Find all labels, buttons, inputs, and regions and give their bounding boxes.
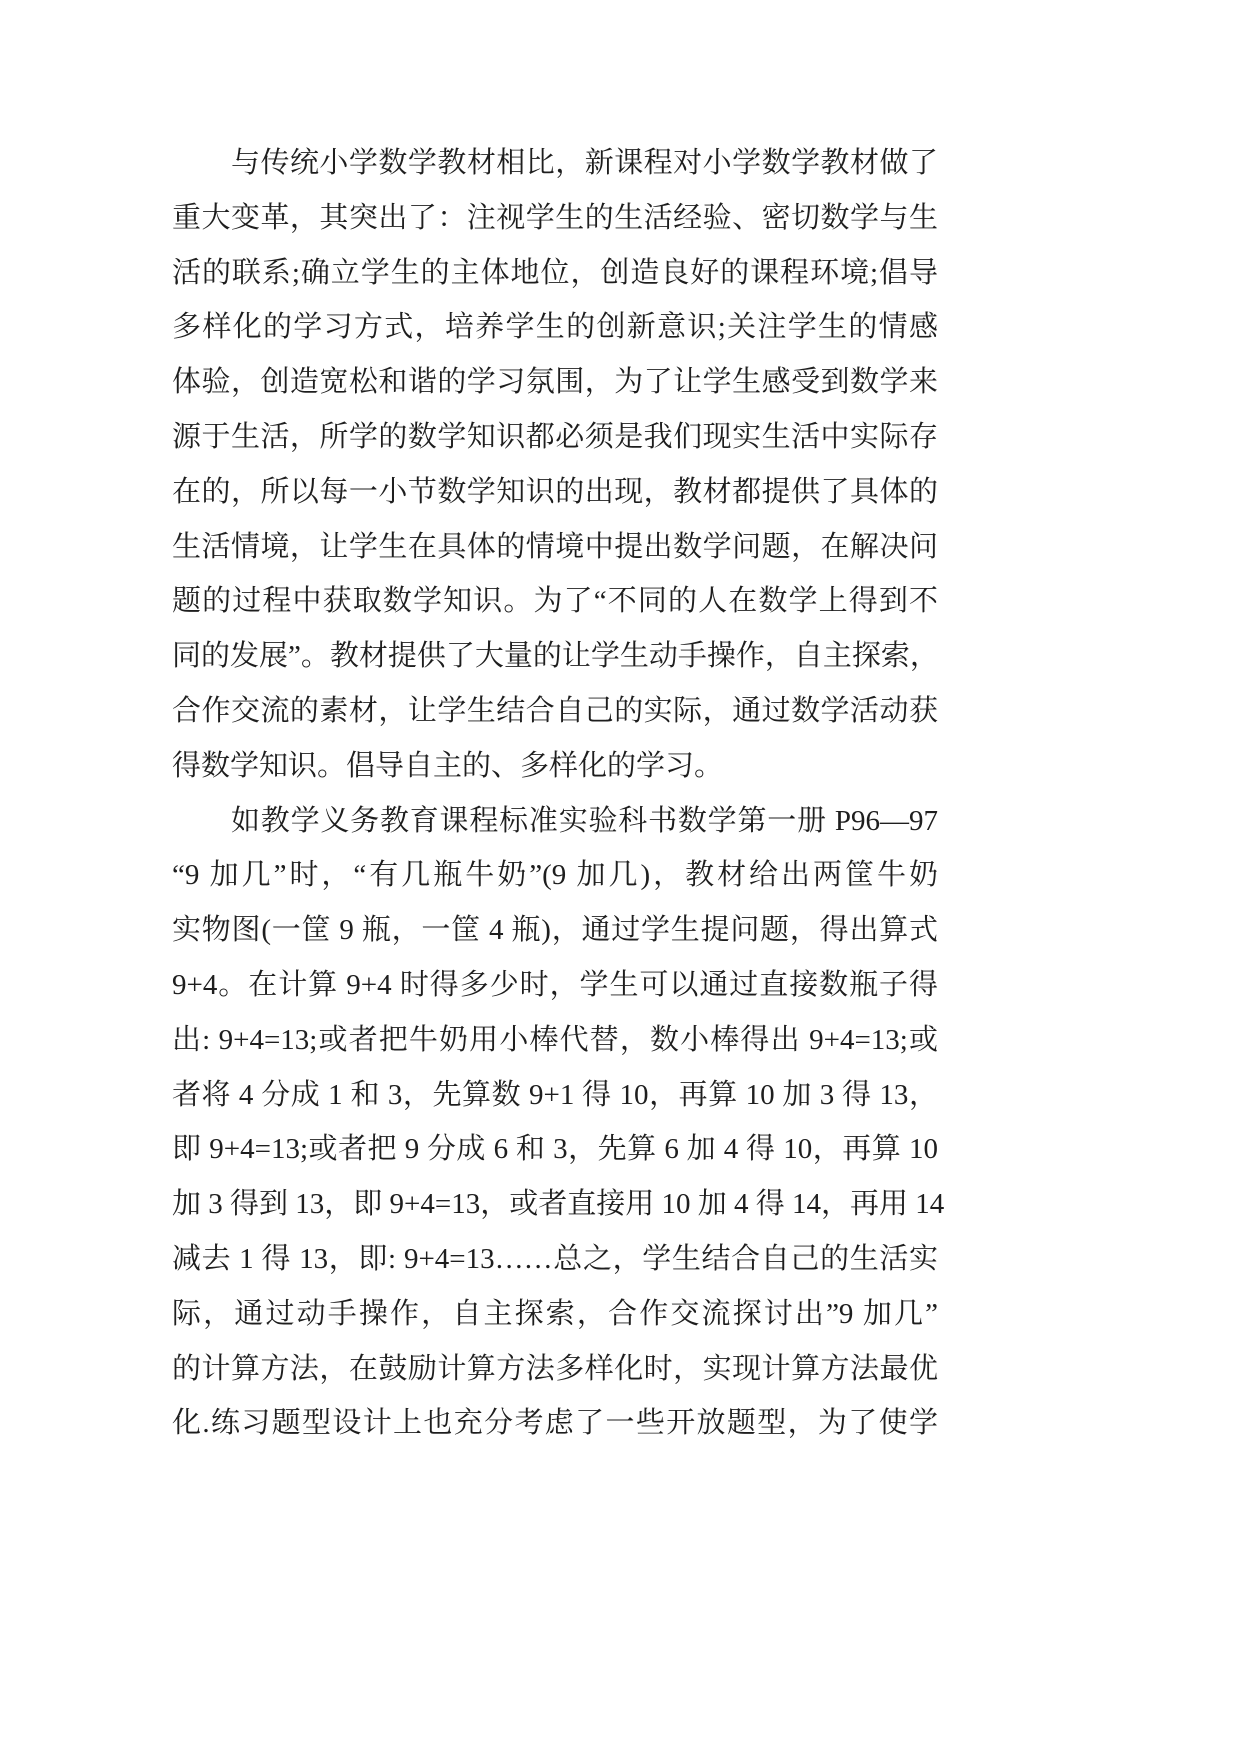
- paragraph-textbook-reform: [172, 136, 938, 794]
- paragraph-nine-plus-example: [172, 794, 945, 1452]
- text-line: 加 3 得到 13，即 9+4=13，或者直接用 10 加 4 得 14，再用 14: [172, 1188, 945, 1221]
- text-line: 减去 1 得 13，即: 9+4=13……总之，学生结合自己的生活实: [172, 1242, 938, 1275]
- text-line: 实物图(一筐 9 瓶，一筐 4 瓶)，通过学生提问题，得出算式: [172, 914, 938, 947]
- text-line: 在的，所以每一小节数学知识的出现，教材都提供了具体的: [172, 475, 938, 508]
- text-line: 与传统小学数学教材相比，新课程对小学数学教材做了: [231, 147, 938, 179]
- document-body: [172, 136, 945, 1451]
- text-line: 得数学知识。倡导自主的、多样化的学习。: [172, 749, 724, 782]
- text-line: 多样化的学习方式，培养学生的创新意识;关注学生的情感: [172, 311, 938, 344]
- text-line: “9 加几”时，“有几瓶牛奶”(9 加几)，教材给出两筐牛奶: [172, 859, 938, 892]
- text-line: 重大变革，其突出了：注视学生的生活经验、密切数学与生: [172, 201, 938, 234]
- text-line: 际，通过动手操作，自主探索，合作交流探讨出”9 加几”: [172, 1297, 938, 1330]
- text-line: 9+4。在计算 9+4 时得多少时，学生可以通过直接数瓶子得: [172, 968, 938, 1001]
- text-line: 同的发展”。教材提供了大量的让学生动手操作，自主探索，: [172, 640, 939, 673]
- text-line: 如教学义务教育课程标准实验科书数学第一册 P96—97: [231, 804, 938, 837]
- text-line: 活的联系;确立学生的主体地位，创造良好的课程环境;倡导: [172, 256, 938, 289]
- text-line: 即 9+4=13;或者把 9 分成 6 和 3，先算 6 加 4 得 10，再算 10: [172, 1133, 938, 1166]
- text-line: 源于生活，所学的数学知识都必须是我们现实生活中实际存: [172, 420, 938, 453]
- text-line: 的计算方法，在鼓励计算方法多样化时，实现计算方法最优: [172, 1352, 938, 1385]
- text-line: 者将 4 分成 1 和 3，先算数 9+1 得 10，再算 10 加 3 得 13，: [172, 1078, 938, 1111]
- text-line: 体验，创造宽松和谐的学习氛围，为了让学生感受到数学来: [172, 366, 938, 399]
- text-line: 合作交流的素材，让学生结合自己的实际，通过数学活动获: [172, 694, 938, 727]
- text-line: 出: 9+4=13;或者把牛奶用小棒代替，数小棒得出 9+4=13;或: [172, 1023, 938, 1056]
- text-line: 化.练习题型设计上也充分考虑了一些开放题型，为了使学: [172, 1407, 938, 1440]
- text-line: 题的过程中获取数学知识。为了“不同的人在数学上得到不: [172, 585, 938, 618]
- text-line: 生活情境，让学生在具体的情境中提出数学问题，在解决问: [172, 530, 938, 563]
